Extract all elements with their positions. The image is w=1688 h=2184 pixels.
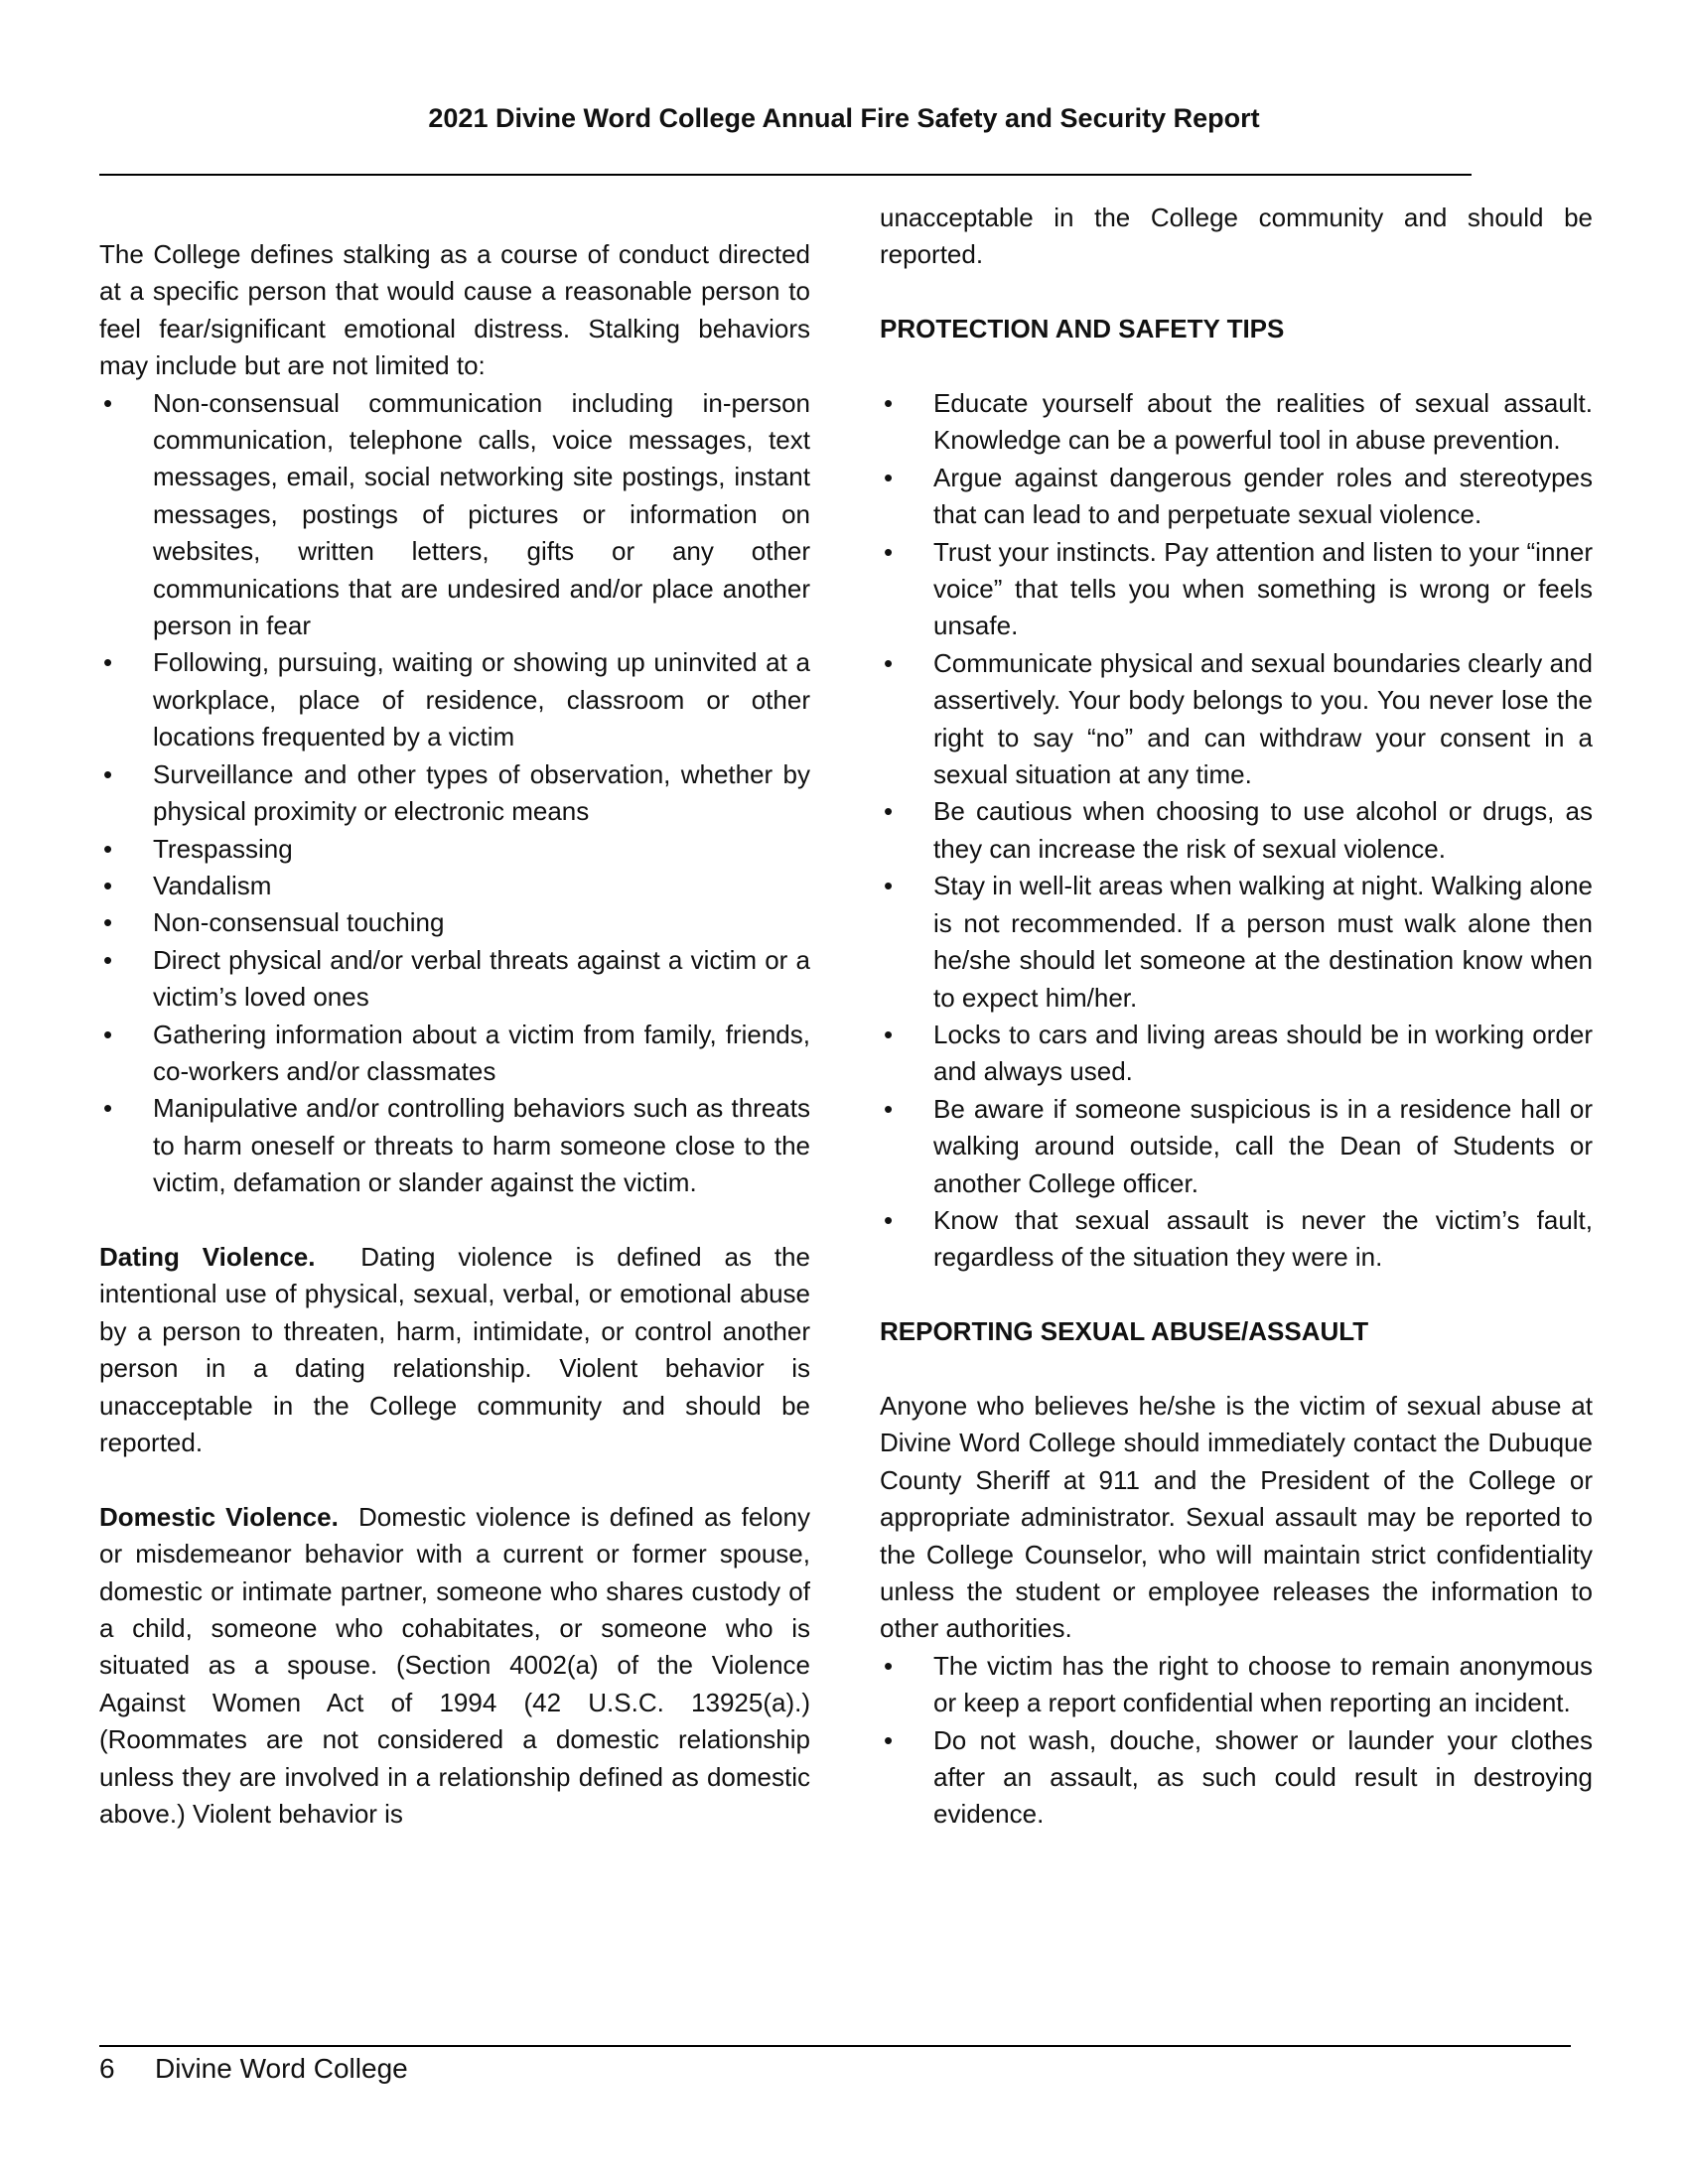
list-item-text: Locks to cars and living areas should be in working order and always used.: [933, 1019, 1593, 1087]
list-item: [880, 1017, 1593, 1091]
list-item-text: Stay in well-lit areas when walking at night. Walking alone is not recommended. If a person must walk alone then he/she should let someone at the destination know when to expect him/her.: [933, 871, 1593, 1013]
list-item-text: Be aware if someone suspicious is in a residence hall or walking around outside, call the Dean of Students or another College officer.: [933, 1093, 1593, 1198]
list-item: [880, 645, 1593, 794]
continuation-text: unacceptable in the College community and should be reported.: [880, 203, 1593, 270]
list-item-text: Gathering information about a victim from family, friends, co-workers and/or classmates: [153, 1019, 810, 1086]
stalking-intro: The College defines stalking as a course of conduct directed at a specific person that would cause a reasonable person to feel fear/significant emotional distress. Stalking behaviors may include but are not limited to:: [99, 239, 810, 381]
bullet-icon: •: [103, 758, 113, 789]
list-item-text: Do not wash, douche, shower or launder your clothes after an assault, as such could result in destroying evidence.: [933, 1724, 1593, 1830]
list-item-text: Following, pursuing, waiting or showing up uninvited at a workplace, place of residence, classroom or other locations frequented by a victim: [153, 647, 810, 752]
bullet-icon: •: [103, 647, 113, 678]
dating-violence-text: Dating violence is defined as the intentional use of physical, sexual, verbal, or emotional abuse by a person to threaten, harm, intimidate, or control another person in a dating relationship. Violent behavior is unacceptable in the College community and should be reported.: [99, 1241, 810, 1457]
list-item: [99, 644, 810, 755]
header-divider: [99, 174, 1472, 176]
list-item: [99, 385, 810, 645]
left-column: [99, 236, 810, 1833]
bullet-icon: •: [884, 871, 894, 901]
bullet-icon: •: [884, 536, 894, 567]
list-item: [880, 385, 1593, 460]
reporting-list: [880, 1648, 1593, 1834]
list-item: [880, 868, 1593, 1017]
footer-page-number: 6: [99, 2053, 115, 2084]
bullet-icon: •: [884, 796, 894, 827]
list-item-text: Non-consensual communication including in-person communication, telephone calls, voice messages, text messages, email, social networking site postings, instant messages, postings of pictures or information on websites, written letters, gifts or any other communications that are undesired and/or place another person in fear: [153, 387, 810, 641]
domestic-violence-text: Domestic violence is defined as felony or misdemeanor behavior with a current or former spouse, domestic or intimate partner, someone who shares custody of a child, someone who cohabitates, or someone who is situated as a spouse. (Section 4002(a) of the Violence Against Women Act of 1994 (42 U.S.C. 13925(a).) (Roommates are not considered a domestic relationship unless they are involved in a relationship defined as domestic above.) Violent behavior is: [99, 1501, 811, 1830]
list-item: [99, 942, 810, 1017]
bullet-icon: •: [884, 1019, 894, 1049]
list-item: [99, 1017, 810, 1091]
bullet-icon: •: [884, 1650, 894, 1681]
bullet-icon: •: [884, 1093, 894, 1124]
bullet-icon: •: [884, 1724, 894, 1755]
list-item-text: Communicate physical and sexual boundaries clearly and assertively. Your body belongs to you. You never lose the right to say “no” and can withdraw your consent in a sexual situation at any time.: [933, 647, 1593, 790]
list-item: [880, 460, 1593, 534]
list-item-text: Vandalism: [153, 870, 272, 900]
list-item: [99, 904, 810, 941]
bullet-icon: •: [103, 1019, 113, 1049]
bullet-icon: •: [103, 1093, 113, 1124]
reporting-heading: REPORTING SEXUAL ABUSE/ASSAULT: [880, 1316, 1369, 1347]
page-title: 2021 Divine Word College Annual Fire Safety and Security Report: [428, 103, 1260, 133]
list-item: [880, 1202, 1593, 1277]
domestic-violence-paragraph: [99, 1499, 810, 1834]
stalking-behaviors-list: [99, 385, 810, 1202]
protection-tips-list: [880, 385, 1593, 1277]
list-item: [880, 1091, 1593, 1202]
list-item: [99, 868, 810, 904]
list-item: [880, 1648, 1593, 1722]
list-item-text: Argue against dangerous gender roles and stereotypes that can lead to and perpetuate sexual violence.: [933, 462, 1593, 530]
bullet-icon: •: [884, 388, 894, 418]
bullet-icon: •: [884, 1204, 894, 1235]
protection-heading: PROTECTION AND SAFETY TIPS: [880, 314, 1285, 344]
list-item: [99, 831, 810, 868]
dating-violence-paragraph: [99, 1239, 810, 1461]
bullet-icon: •: [884, 647, 894, 678]
list-item-text: Manipulative and/or controlling behaviors such as threats to harm oneself or threats to harm someone close to the victim, defamation or slander against the victim.: [153, 1093, 810, 1198]
list-item-text: Educate yourself about the realities of sexual assault. Knowledge can be a powerful tool in abuse prevention.: [933, 388, 1593, 456]
bullet-icon: •: [103, 870, 113, 900]
list-item: [880, 1722, 1593, 1834]
footer-org-name: Divine Word College: [155, 2053, 408, 2084]
list-item: [99, 756, 810, 831]
dating-violence-label: Dating Violence.: [99, 1241, 316, 1272]
list-item-text: Non-consensual touching: [153, 907, 445, 938]
list-item-text: Trust your instincts. Pay attention and listen to your “inner voice” that tells you when something is wrong or feels unsafe.: [933, 536, 1593, 641]
bullet-icon: •: [884, 462, 894, 492]
list-item-text: Trespassing: [153, 833, 293, 864]
reporting-paragraph: Anyone who believes he/she is the victim of sexual abuse at Divine Word College should immediately contact the Dubuque County Sheriff at 911 and the President of the College or appropriate administrator. Sexual assault may be reported to the College Counselor, who will maintain strict confidentiality unless the student or employee releases the information to other authorities.: [880, 1390, 1593, 1644]
bullet-icon: •: [103, 387, 113, 418]
right-column: [880, 200, 1593, 1834]
bullet-icon: •: [103, 944, 113, 975]
list-item-text: Direct physical and/or verbal threats against a victim or a victim’s loved ones: [153, 944, 810, 1013]
list-item-text: Be cautious when choosing to use alcohol or drugs, as they can increase the risk of sexual violence.: [933, 796, 1593, 864]
list-item-text: Know that sexual assault is never the victim’s fault, regardless of the situation they were in.: [933, 1204, 1593, 1273]
list-item: [880, 534, 1593, 645]
bullet-icon: •: [103, 833, 113, 864]
list-item-text: Surveillance and other types of observation, whether by physical proximity or electronic means: [153, 758, 810, 827]
domestic-violence-label: Domestic Violence.: [99, 1501, 339, 1532]
bullet-icon: •: [103, 907, 113, 938]
list-item: [99, 1090, 810, 1201]
footer-divider: [99, 2045, 1571, 2047]
list-item-text: The victim has the right to choose to remain anonymous or keep a report confidential when reporting an incident.: [933, 1650, 1593, 1718]
list-item: [880, 793, 1593, 868]
